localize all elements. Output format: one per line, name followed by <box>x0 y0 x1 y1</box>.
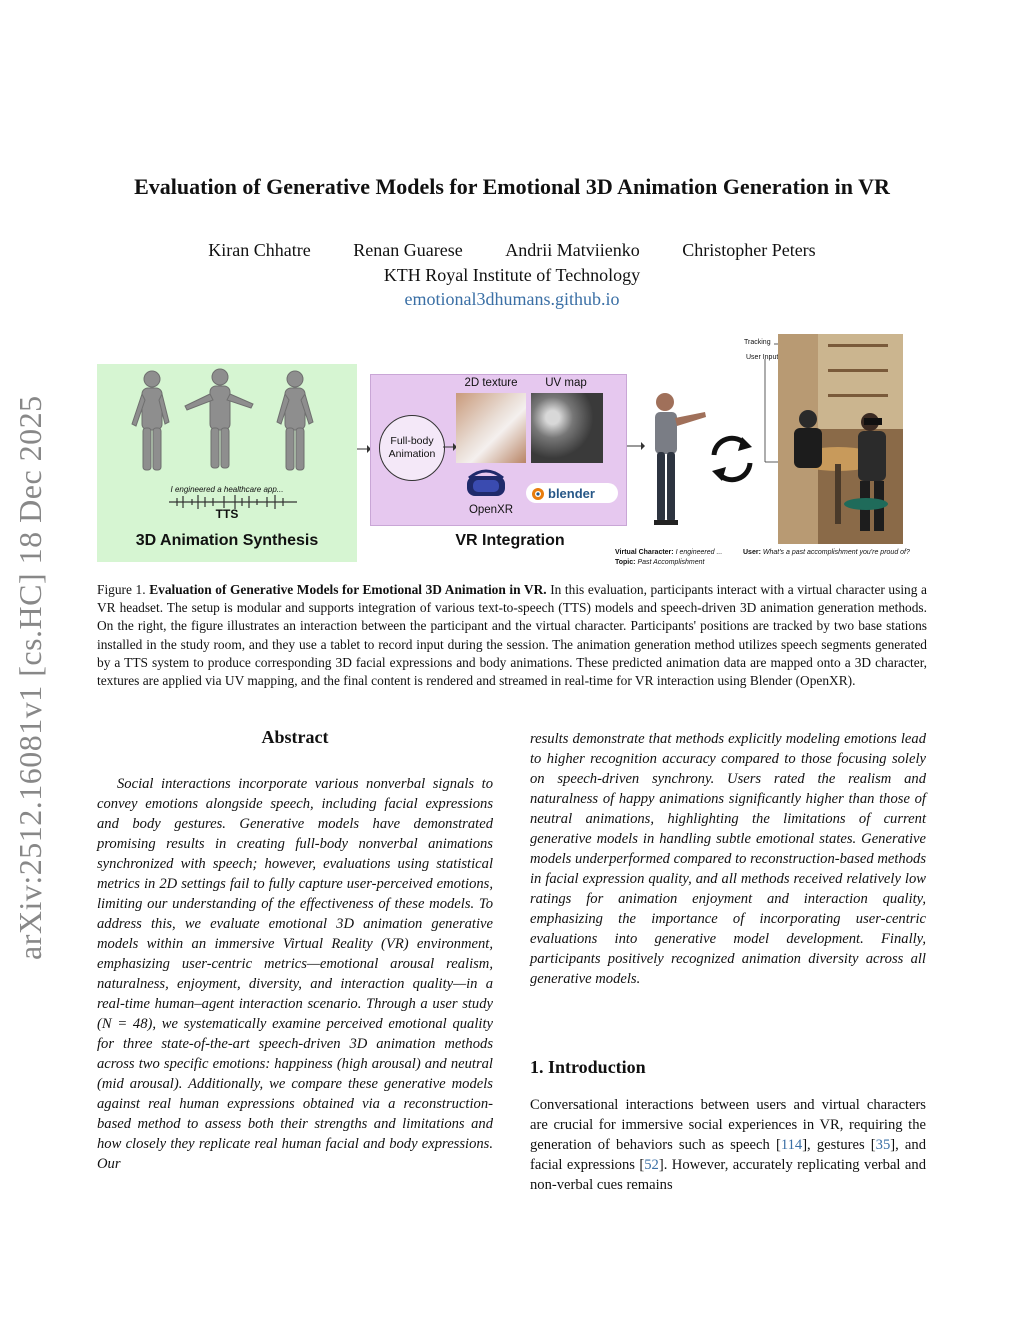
author-name: Christopher Peters <box>682 240 816 260</box>
abstract-paragraph-continued: results demonstrate that methods explicitly modeling emotions lead to higher recognition accuracy compared to those focusing solely on speech-driven synchrony. Users rated the realism and naturalness of happy animations significantly higher than those of neutral animations, highlighting the limitations of current generative models in handling subtle emotional states. Generative models underperformed compared to reconstruction-based methods in facial expression quality, and all methods received relatively low ratings for animation enjoyment and interaction quality, emphasizing the importance of incorporating user-centric evaluations into generative model development. Finally, participants positively recognized animation diversity across all generative models. <box>530 731 926 987</box>
arrow-icon <box>357 444 371 454</box>
abstract-heading: Abstract <box>261 727 329 747</box>
vr-headset-icon <box>463 468 509 502</box>
synthesis-label: 3D Animation Synthesis <box>135 532 319 549</box>
arxiv-sidebar-id: arXiv:2512.16081v1 [cs.HC] 18 Dec 2025 <box>12 395 48 960</box>
introduction-paragraph: Conversational interactions between users and virtual characters are crucial for immersive social experiences in VR, requiring the generation of behaviors such as speech [114], gestures [35], and facial expressions [52]. However, accurately replicating verbal and non-verbal cues remains <box>530 1097 927 1193</box>
citation-link[interactable]: 35 <box>875 1137 891 1153</box>
citation-link[interactable]: 114 <box>780 1137 803 1153</box>
arrow-icon <box>443 442 457 452</box>
author-list <box>0 240 1024 261</box>
paper-title: Evaluation of Generative Models for Emotional 3D Animation Generation in VR <box>134 174 890 199</box>
blender-logo: blender <box>526 483 618 503</box>
user-input-label: User Input <box>746 354 779 361</box>
author-name: Renan Guarese <box>353 240 463 260</box>
study-room-scene <box>778 334 903 544</box>
project-link[interactable]: emotional3dhumans.github.io <box>404 289 620 309</box>
texture-image <box>456 393 526 463</box>
texture-label: 2D texture <box>464 377 518 389</box>
tts-label: TTS <box>215 507 239 521</box>
tracking-label: Tracking <box>744 339 771 346</box>
author-name: Kiran Chhatre <box>208 240 311 260</box>
full-body-animation-node: Full-body Animation <box>379 415 445 481</box>
citation-link[interactable]: 52 <box>644 1157 659 1173</box>
sync-cycle-icon <box>706 433 758 485</box>
vr-integration-panel <box>370 374 627 526</box>
openxr-label: OpenXR <box>468 504 514 516</box>
vr-integration-label: VR Integration <box>455 532 565 549</box>
uv-map-image <box>531 393 603 463</box>
author-name: Andrii Matviienko <box>505 240 640 260</box>
study-room-photo <box>778 334 903 544</box>
abstract-paragraph: Social interactions incorporate various nonverbal signals to convey emotions alongside speech, including facial expressions and body gestures. Generative models have demonstrated promising results in creating full-body nonverbal animations synchronized with speech; however, evaluations using statistical metrics in 2D settings fail to fully capture user-perceived emotions, limiting our understanding of the effectiveness of these models. To address this, we evaluate emotional 3D animation generative models within an immersive Virtual Reality (VR) environment, emphasizing user-centric metrics—emotional arousal realism, naturalness, enjoyment, diversity, and interaction quality—in a real-time human–agent interaction scenario. Through a user study (N = 48), we systematically examine perceived emotional quality for three state-of-the-art speech-driven 3D animation methods across two specific emotions: happiness (high arousal) and neutral (mid arousal). Additionally, we compare these generative models against real human expressions obtained via a reconstruction-based method to assess both their strengths and limitations and how closely they replicate real human facial and body expressions. Our <box>97 776 493 1172</box>
virtual-character-line: Virtual Character: I engineered ... <box>615 549 723 556</box>
uv-map-label: UV map <box>545 377 587 389</box>
tts-sample-text: I engineered a healthcare app... <box>170 485 284 494</box>
animation-synthesis-panel <box>97 364 357 562</box>
figure-caption: Figure 1. Evaluation of Generative Models for Emotional 3D Animation in VR. In this evaluation, participants interact with a virtual character using a VR headset. The setup is modular and supports integration of various text-to-speech (TTS) models and speech-driven 3D animation generation methods. On the right, the figure illustrates an interaction between the participant and the virtual character. Participants' positions are tracked by two base stations installed in the study room, and they use a tablet to record input during the session. The animation generation method utilizes speech segments generated by a TTS system to produce corresponding 3D facial expressions and body animations. These predicted animation data are mapped onto a 3D character, textures are applied via UV mapping, and the final content is rendered and streamed in real-time for VR interaction using Blender (OpenXR). <box>97 582 927 689</box>
user-line: User: What's a past accomplishment you're proud of? <box>743 549 910 556</box>
topic-line: Topic: Past Accomplishment <box>615 559 705 566</box>
arrow-icon <box>627 441 645 451</box>
introduction-heading: 1. Introduction <box>530 1057 646 1077</box>
affiliation: KTH Royal Institute of Technology <box>383 265 641 285</box>
blender-icon <box>526 484 548 502</box>
